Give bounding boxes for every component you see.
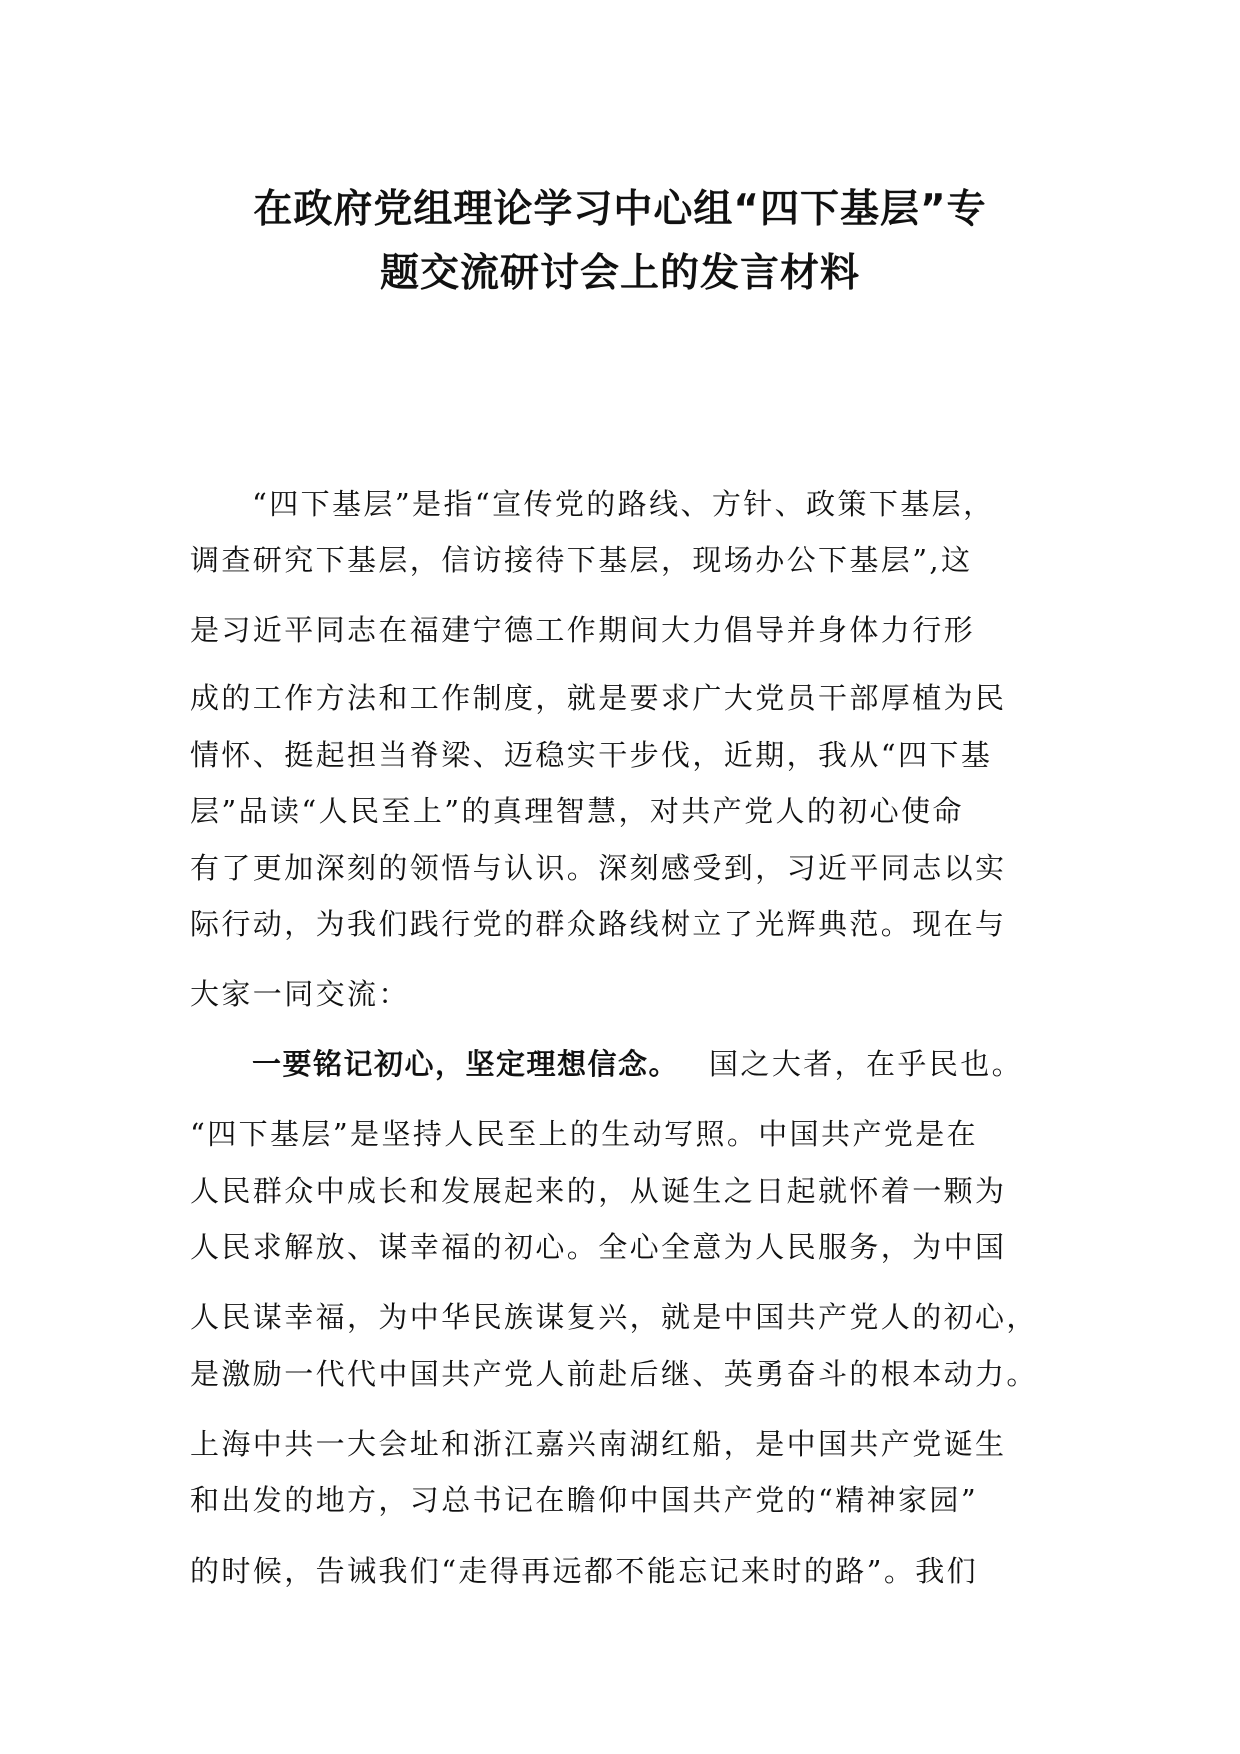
body-line: 大家一同交流： [190,977,410,1011]
body-line: 调查研究下基层，信访接待下基层，现场办公下基层”,这 [190,543,973,577]
lead-text: 国之大者，在乎民也。 [709,1047,1024,1081]
body-line-lead [252,1046,1023,1082]
body-line: 成的工作方法和工作制度，就是要求广大党员干部厚植为民 [190,681,1007,715]
title-line: 在政府党组理论学习中心组“四下基层”专 [253,187,987,232]
body-line: 的时候，告诫我们“走得再远都不能忘记来时的路”。我们 [190,1554,979,1588]
body-line: 上海中共一大会址和浙江嘉兴南湖红船，是中国共产党诞生 [190,1427,1007,1461]
body-line: 是习近平同志在福建宁德工作期间大力倡导并身体力行形 [190,613,976,647]
body-line: 际行动，为我们践行党的群众路线树立了光辉典范。现在与 [190,907,1007,941]
body-line: 情怀、挺起担当脊梁、迈稳实干步伐，近期，我从“四下基 [190,738,993,772]
body-line: “四下基层”是指“宣传党的路线、方针、政策下基层， [252,487,995,521]
body-line: 人民群众中成长和发展起来的，从诞生之日起就怀着一颗为 [190,1174,1007,1208]
body-line: 和出发的地方，习总书记在瞻仰中国共产党的“精神家园” [190,1483,979,1517]
body-line: 人民求解放、谋幸福的初心。全心全意为人民服务，为中国 [190,1230,1007,1264]
body-line: 层”品读“人民至上”的真理智慧，对共产党人的初心使命 [190,794,964,828]
document-title [170,178,1070,306]
body-line: 人民谋幸福，为中华民族谋复兴，就是中国共产党人的初心， [190,1300,1038,1334]
title-line: 题交流研讨会上的发言材料 [379,251,860,296]
body-line: 是激励一代代中国共产党人前赴后继、英勇奋斗的根本动力。 [190,1357,1038,1391]
body-line: 有了更加深刻的领悟与认识。深刻感受到，习近平同志以实 [190,851,1007,885]
paragraph-heading: 一要铭记初心，坚定理想信念。 [252,1047,680,1081]
body-line: “四下基层”是坚持人民至上的生动写照。中国共产党是在 [190,1117,979,1151]
